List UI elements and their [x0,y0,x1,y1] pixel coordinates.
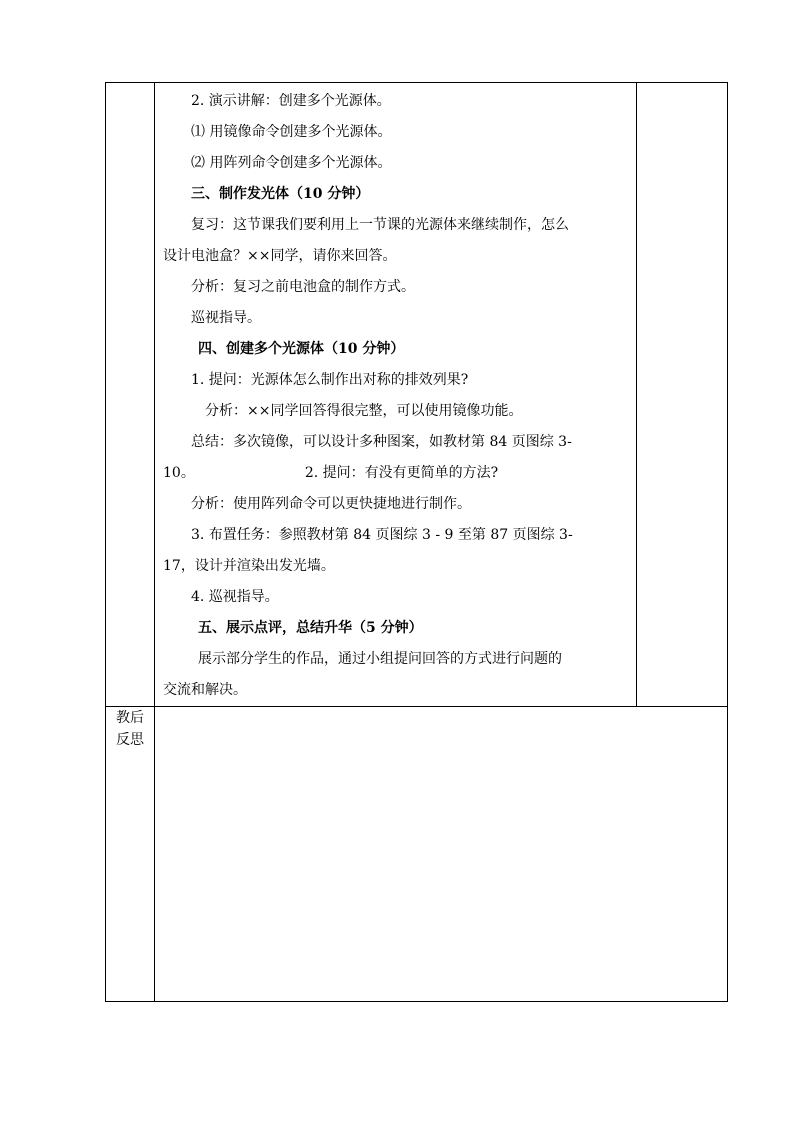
summary-line-2: 10。 2. 提问：有没有更简单的方法? [163,465,499,481]
section-heading-5: 五、展示点评，总结升华（5 分钟） [198,620,423,636]
section-heading-4: 四、创建多个光源体（10 分钟） [198,341,405,357]
display-line-1: 展示部分学生的作品，通过小组提问回答的方式进行问题的 [198,651,562,667]
analysis-array: 分析：使用阵列命令可以更快捷地进行制作。 [191,496,471,512]
analysis-line: 分析：复习之前电池盒的制作方式。 [191,279,415,295]
patrol-line: 巡视指导。 [191,310,261,326]
teaching-process-cell [155,83,637,707]
left-label-cell [106,83,155,707]
question-2: 2. 提问：有没有更简单的方法? [304,465,499,481]
summary-line-1: 总结：多次镜像，可以设计多种图案，如教材第 84 页图综 3- [191,434,572,450]
step-mirror: ⑴ 用镜像命令创建多个光源体。 [191,124,392,140]
analysis-mirror: 分析：××同学回答得很完整，可以使用镜像功能。 [205,403,523,419]
right-notes-cell [637,83,728,707]
step-array: ⑵ 用阵列命令创建多个光源体。 [191,155,392,171]
process-row [106,83,728,707]
task-line-2: 17，设计并渲染出发光墙。 [163,558,335,574]
display-line-2: 交流和解决。 [163,682,247,698]
patrol-guide: 4. 巡视指导。 [191,589,279,605]
review-line-2: 设计电池盒？××同学，请你来回答。 [163,248,397,264]
section-heading-3: 三、制作发光体（10 分钟） [191,186,370,202]
task-line-1: 3. 布置任务：参照教材第 84 页图综 3 - 9 至第 87 页图综 3- [191,527,573,543]
lesson-plan-table [105,82,728,1002]
review-line-1: 复习：这节课我们要利用上一节课的光源体来继续制作，怎么 [191,217,569,233]
question-1: 1. 提问：光源体怎么制作出对称的排效列果? [191,372,469,388]
reflection-label: 教后 反思 [106,707,155,1002]
step-demo: 2. 演示讲解：创建多个光源体。 [191,93,391,109]
reflection-row [106,707,728,1002]
reflection-content-cell[interactable] [155,707,728,1002]
